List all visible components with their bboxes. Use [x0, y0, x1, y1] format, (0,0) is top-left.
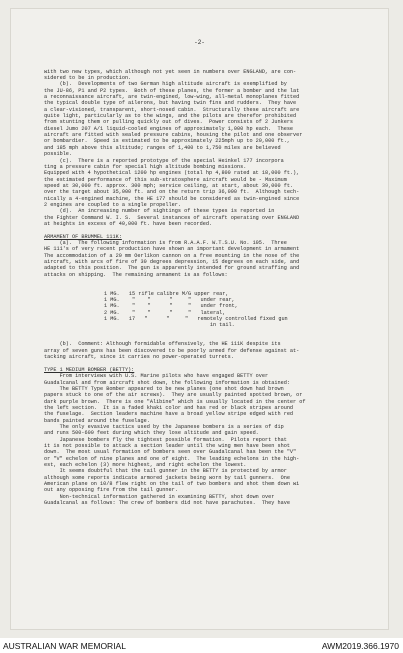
text-line: 2 engines are coupled to a single propeller.: [44, 201, 181, 208]
text-line: The only evasive tactics used by the Japanese bombers is a series of dip: [44, 423, 284, 430]
armament-row: 1 MG. " " " " under front,: [104, 303, 238, 310]
text-line: nically a 4-engined machine, the HE 177 should be considered as twin-engined since: [44, 195, 300, 202]
text-line: out any opposing fire from the tail gunner.: [44, 487, 178, 494]
text-line: Japanese bombers fly the tightest possible formation. Pilots report that: [44, 436, 287, 443]
text-line: with two new types, which although not yet seen in numbers over ENGLAND, are con-: [44, 68, 297, 75]
institution-label: AUSTRALIAN WAR MEMORIAL: [3, 641, 126, 651]
text-line: ARMAMENT OF BRUMMEL 111K:: [44, 233, 122, 240]
text-line: TYPE 1 MEDIUM BOMBER (BETTY):: [44, 366, 135, 373]
text-line: (a). The following information is from R.A.A.F. W.T.S.U. No. 105. Three: [44, 239, 287, 246]
text-line: dark purple brown. There is one "Alibine" which is usually located in the center of: [44, 398, 306, 405]
text-line: HE 111's of very recent production have shown an important development in armament: [44, 246, 300, 253]
text-line: The accommodation of a 20 mm Oerlikon cannon on a free mounting in the nose of the: [44, 252, 300, 259]
text-line: It seems doubtful that the tail gunner in the BETTY is protected by armor: [44, 468, 287, 475]
text-line: (d). An increasing number of sightings of these types is reported in: [44, 208, 275, 215]
armament-row: 1 MG. 15 rifle calibre M/G upper rear,: [104, 290, 229, 297]
text-line: (b). Developments of two German high altitude aircraft is exemplified by: [44, 81, 287, 88]
text-line: sidered to be in production.: [44, 75, 132, 82]
text-line: Guadalcanal and from aircraft shot down, the following information is obtained:: [44, 379, 290, 386]
text-line: down. The most usual formation of bombers seen over Guadalcanal has been the "V": [44, 449, 297, 456]
text-line: attacks on shipping. The remaining armament is as follows:: [44, 271, 228, 278]
footer-bar: [0, 638, 403, 653]
armament-list: [44, 291, 366, 329]
text-line: (c). There is a reported prototype of the special Heinkel 177 incorpora: [44, 157, 284, 164]
text-line: it is not possible to attack a section leader until the wing men have been shot: [44, 442, 290, 449]
text-line: Equipped with 4 hypothetical 1200 hp engines (total hp 4,800 rated at 18,000 ft.),: [44, 170, 300, 177]
text-line: aircraft, with arcs of fire of 30 degrees depression, 15 degrees on each side, and: [44, 259, 300, 265]
text-line: (b). Comment: Although formidable offensively, the HE 111K despite its: [44, 341, 281, 348]
text-line: possible.: [44, 151, 73, 158]
text-line: adapted to this position. The gun is apparently intended for ground straffing and: [44, 265, 300, 272]
text-line: at heights in excess of 40,000 ft. have been recorded.: [44, 220, 213, 227]
text-line: the JU-86, P1 and P2 types. Both of these planes, the former a bomber and the lat: [44, 87, 300, 94]
paragraph-block-2: [44, 341, 366, 506]
paragraph-block-1: [44, 69, 366, 278]
text-line: the left section. It is a faded khaki color and has red or black stripes around: [44, 404, 294, 411]
text-line: over the target about 35,000 ft. and on the return trip 36,000 ft. Although tech-: [44, 189, 300, 196]
page-number: -2-: [194, 39, 205, 46]
text-line: a clear-visioned, transparent, short-nosed cabin. Structurally these aircraft are: [44, 106, 300, 113]
text-line: papers stuck to one of the air screws). They are usually painted spotted brown, or: [44, 392, 303, 399]
text-line: ting a pressure cabin for special high altitude bombing missions.: [44, 163, 247, 170]
armament-row: 2 MG. " " " " lateral,: [104, 309, 226, 316]
text-line: the fuselage. Section leaders machine have a broad yellow stripe edged with red: [44, 411, 294, 418]
armament-row: in tail.: [104, 322, 235, 329]
text-line: the estimated performance of this sub-stratosphere aircraft would be - Maximum: [44, 176, 287, 183]
text-line: est, each echelon (3) more highest, and right echelon the lowest.: [44, 462, 247, 468]
text-line: array of seven guns has been discovered to be poorly armed for defense against at-: [44, 347, 300, 354]
text-line: although some reports indicate armored jackets being worn by tail gunners. One: [44, 474, 290, 481]
accession-number: AWM2019.366.1970: [321, 641, 399, 651]
text-line: from stunting them or pulling quickly out of dives. Power consists of 2 Junkers: [44, 119, 294, 126]
armament-row: 1 MG. 17 " " " remotely controlled fixed gun: [104, 316, 288, 323]
text-line: the Fighter Command W. I. S. Several instances of aircraft operating over ENGLAND: [44, 214, 300, 221]
text-line: or bombardier. Speed is estimated to be approximately 225mph up to 20,000 ft.,: [44, 138, 290, 145]
text-line: bands painted around the fuselage.: [44, 417, 150, 424]
text-line: a reconnaissance aircraft, are twin-engined, low-wing, all-metal monoplanes fitted: [44, 94, 300, 101]
text-line: and runs 500-600 feet during which they lose altitude and gain speed.: [44, 430, 259, 437]
document-body: [44, 56, 366, 519]
text-line: The BETTY Type Bomber appeared to be new planes (one shot down had brown: [44, 385, 284, 392]
text-line: American plane on 10/8 flew right on the tail of two bombers and shot them down wi: [44, 481, 300, 488]
text-line: From interviews with U.S. Marine pilots who have engaged BETTY over: [44, 373, 269, 380]
document-page: [10, 8, 389, 630]
text-line: diesel Jumo 207 A/1 liquid-cooled engines of approximately 1,000 hp each. These: [44, 125, 294, 132]
text-line: Guadalcanal as follows: The crew of bombers did not have parachutes. They have: [44, 500, 290, 507]
text-line: or "V" echelon of nine planes and one of eight. The leading echelons in the high-: [44, 455, 300, 462]
text-line: aircraft are fitted with sealed pressure cabins, housing the pilot and one observer: [44, 132, 303, 139]
text-line: the typical double type of ailerons, but having twin fins and rudders. They have: [44, 100, 297, 107]
text-line: quite light, particularly as to the wings, and the pilots are therefor prohibited: [44, 113, 297, 120]
text-line: and 185 mph above this altitude; ranges of 1,400 to 1,750 miles are believed: [44, 144, 281, 151]
text-line: Non-technical information gathered in examining BETTY, shot down over: [44, 493, 275, 500]
armament-row: 1 MG. " " " " under rear,: [104, 297, 235, 304]
text-line: speed at 30,000 ft. approx. 300 mph; service ceiling, at start, about 39,000 ft.: [44, 182, 294, 189]
text-line: tacking aircraft, since it carries no power-operated turrets.: [44, 354, 234, 361]
